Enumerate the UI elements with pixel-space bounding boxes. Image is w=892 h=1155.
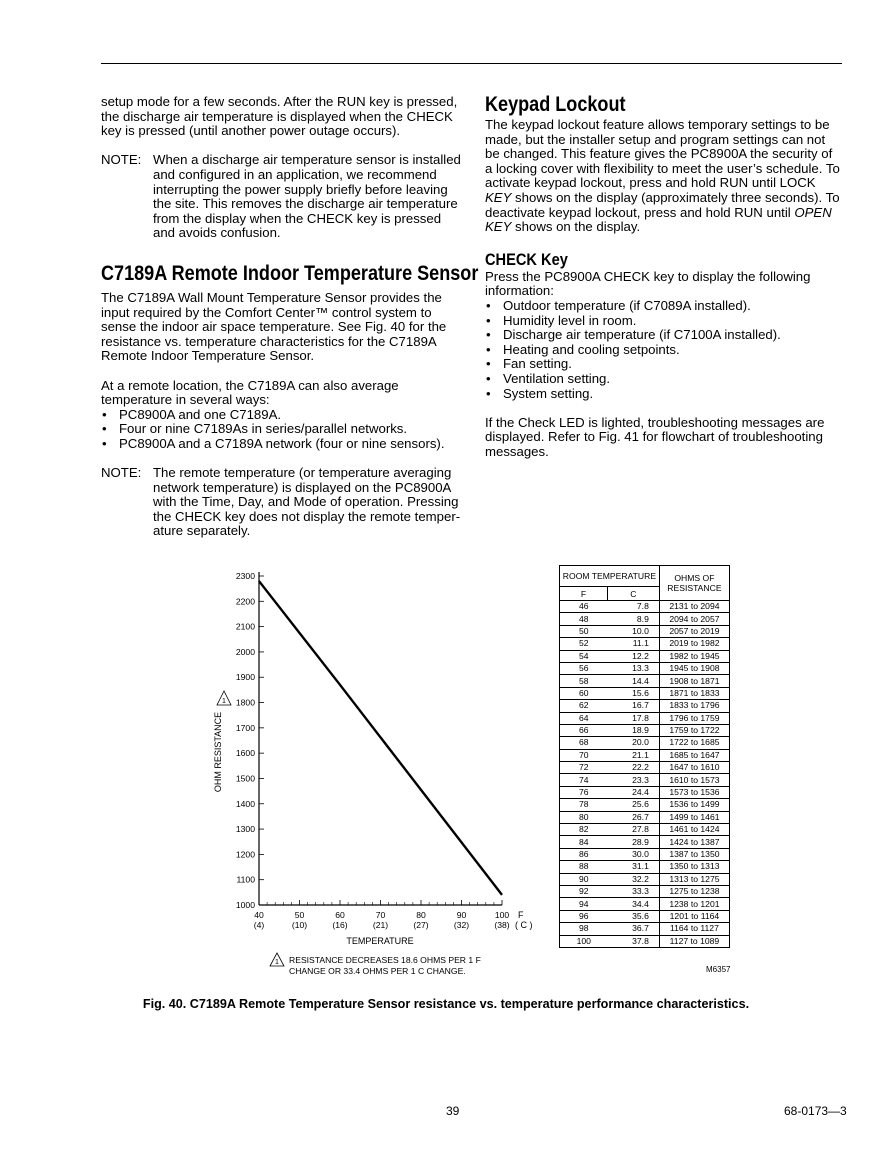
x-tick-label: 100 [494, 910, 510, 920]
resistance-curve [259, 581, 502, 895]
cell-ohms: 1127 to 1089 [659, 935, 729, 947]
table-row [560, 824, 730, 836]
table-row [560, 799, 730, 811]
cell-celsius: 14.4 [607, 675, 659, 687]
y-tick-label: 1400 [235, 798, 255, 809]
table-row [560, 675, 730, 687]
table-row [560, 836, 730, 848]
cell-fahrenheit: 82 [560, 824, 608, 836]
table-row [560, 811, 730, 823]
list-item: • System setting. [485, 387, 843, 402]
list-item: • PC8900A and a C7189A network (four or nine sensors). [101, 437, 463, 452]
marker-number: 1 [222, 698, 226, 705]
intro-paragraph: setup mode for a few seconds. After the RUN key is pressed, the discharge air temperature is displayed when the CHECK key is pressed (until another power outage occurs). [101, 94, 458, 139]
cell-celsius: 25.6 [607, 799, 659, 811]
table-row [560, 613, 730, 625]
cell-fahrenheit: 74 [560, 774, 608, 786]
cell-ohms: 1982 to 1945 [659, 650, 729, 662]
cell-fahrenheit: 76 [560, 786, 608, 798]
table-row [560, 625, 730, 637]
table-row [560, 774, 730, 786]
emphasis-open-key: OPEN KEY [485, 204, 832, 235]
table-body [560, 601, 730, 948]
x-tick-label: 80 [416, 910, 426, 920]
table-row [560, 724, 730, 736]
chart-series [259, 581, 502, 895]
table-row [560, 601, 730, 613]
text-run: shows on the display. [511, 219, 641, 235]
cell-celsius: 18.9 [607, 724, 659, 736]
cell-ohms: 1796 to 1759 [659, 712, 729, 724]
list-item: • Four or nine C7189As in series/parallel networks. [101, 422, 463, 437]
cell-ohms: 1945 to 1908 [659, 662, 729, 674]
cell-fahrenheit: 78 [560, 799, 608, 811]
cell-celsius: 8.9 [607, 613, 659, 625]
cell-celsius: 11.1 [607, 638, 659, 650]
table-header-ohms: OHMS OF RESISTANCE [659, 566, 729, 601]
x-tick-label: 70 [375, 910, 386, 920]
x-unit-f: F [518, 910, 524, 920]
cell-ohms: 1573 to 1536 [659, 786, 729, 798]
cell-fahrenheit: 54 [560, 650, 608, 662]
x-axis-label: TEMPERATURE [346, 936, 414, 946]
y-axis-ticks [236, 571, 264, 910]
cell-fahrenheit: 48 [560, 613, 608, 625]
check-key-intro: Press the PC8900A CHECK key to display the following information: [485, 268, 811, 299]
table-row [560, 638, 730, 650]
table-header-f: F [560, 587, 608, 601]
cell-fahrenheit: 72 [560, 762, 608, 774]
cell-celsius: 12.2 [607, 650, 659, 662]
list-item: • Discharge air temperature (if C7100A installed). [485, 328, 843, 343]
table-row [560, 700, 730, 712]
table-row [560, 898, 730, 910]
cell-celsius: 15.6 [607, 687, 659, 699]
table-row [560, 910, 730, 922]
x-tick-label-celsius: (27) [413, 920, 429, 930]
chart-footnote [270, 953, 481, 976]
cell-ohms: 1201 to 1164 [659, 910, 729, 922]
cell-celsius: 37.8 [607, 935, 659, 947]
table-row [560, 848, 730, 860]
list-item: • Heating and cooling setpoints. [485, 343, 843, 358]
cell-ohms: 1908 to 1871 [659, 675, 729, 687]
list-item: • Fan setting. [485, 357, 843, 372]
table-row [560, 687, 730, 699]
footnote-marker-number: 1 [275, 959, 279, 966]
cell-celsius: 28.9 [607, 836, 659, 848]
figure-caption: Fig. 40. C7189A Remote Temperature Sensor resistance vs. temperature performance characteristics. [142, 997, 750, 1011]
y-axis-label: OHM RESISTANCE [213, 711, 223, 793]
table-row [560, 749, 730, 761]
y-tick-label: 1900 [235, 672, 255, 683]
x-tick-label-celsius: (38) [494, 920, 510, 930]
cell-celsius: 33.3 [607, 885, 659, 897]
cell-celsius: 27.8 [607, 824, 659, 836]
cell-celsius: 34.4 [607, 898, 659, 910]
table-row [560, 737, 730, 749]
cell-celsius: 23.3 [607, 774, 659, 786]
cell-fahrenheit: 52 [560, 638, 608, 650]
list-item: • Outdoor temperature (if C7089A installed). [485, 299, 843, 314]
cell-ohms: 2057 to 2019 [659, 625, 729, 637]
table-row [560, 662, 730, 674]
check-led-paragraph: If the Check LED is lighted, troubleshooting messages are displayed. Refer to Fig. 41 for flowchart of troubleshooting messages. [485, 414, 825, 459]
cell-ohms: 2094 to 2057 [659, 613, 729, 625]
cell-ohms: 1275 to 1238 [659, 885, 729, 897]
table-row [560, 873, 730, 885]
y-tick-label: 2200 [235, 596, 255, 607]
cell-fahrenheit: 56 [560, 662, 608, 674]
cell-fahrenheit: 86 [560, 848, 608, 860]
y-tick-label: 2000 [235, 646, 255, 657]
x-tick-label-celsius: (16) [332, 920, 348, 930]
section-title-check-key: CHECK Key [485, 249, 568, 269]
table-header-room-temperature: ROOM TEMPERATURE [560, 566, 660, 587]
table-row [560, 935, 730, 947]
table-row [560, 786, 730, 798]
x-tick-label: 90 [456, 910, 467, 920]
cell-ohms: 1759 to 1722 [659, 724, 729, 736]
document-number: 68-0173—3 [784, 1104, 847, 1118]
cell-celsius: 31.1 [607, 861, 659, 873]
cell-ohms: 1722 to 1685 [659, 737, 729, 749]
table-row [560, 650, 730, 662]
cell-ohms: 1610 to 1573 [659, 774, 729, 786]
x-tick-label-celsius: (21) [372, 920, 389, 930]
emphasis-lock-key: KEY [485, 189, 512, 205]
text-run: The keypad lockout feature allows temporary settings to be made, but the installer setup and program settings can not be changed. This feature gives the PC8900A the security of a locking cover with flexibility to meet the user’s schedule. To activate keypad lockout, press and hold RUN until LOCK [485, 117, 840, 191]
cell-ohms: 1871 to 1833 [659, 687, 729, 699]
x-tick-label-celsius: (10) [291, 920, 308, 930]
cell-ohms: 1833 to 1796 [659, 700, 729, 712]
cell-celsius: 7.8 [607, 601, 659, 613]
note-text: The remote temperature (or temperature averaging network temperature) is displayed on the PC8900A with the Time, Day, and Mode of operation. Pressing the CHECK key does not display the remote temper-ature separately. [153, 465, 461, 539]
cell-celsius: 36.7 [607, 923, 659, 935]
y-tick-label: 1700 [235, 722, 255, 733]
y-tick-label: 2300 [235, 571, 255, 581]
x-tick-label-celsius: (4) [253, 920, 265, 930]
cell-ohms: 1238 to 1201 [659, 898, 729, 910]
y-tick-label: 1300 [235, 824, 255, 835]
cell-fahrenheit: 68 [560, 737, 608, 749]
note-label: NOTE: [101, 152, 142, 168]
cell-ohms: 2131 to 2094 [659, 601, 729, 613]
cell-fahrenheit: 64 [560, 712, 608, 724]
cell-fahrenheit: 96 [560, 910, 608, 922]
cell-celsius: 24.4 [607, 786, 659, 798]
cell-celsius: 30.0 [607, 848, 659, 860]
section-title-c7189a: C7189A Remote Indoor Temperature Sensor [101, 261, 479, 285]
page-number: 39 [446, 1104, 460, 1118]
cell-ohms: 1350 to 1313 [659, 861, 729, 873]
cell-fahrenheit: 46 [560, 601, 608, 613]
table-row [560, 885, 730, 897]
cell-celsius: 32.2 [607, 873, 659, 885]
resistance-table [559, 565, 730, 948]
cell-ohms: 1313 to 1275 [659, 873, 729, 885]
cell-fahrenheit: 50 [560, 625, 608, 637]
cell-celsius: 21.1 [607, 749, 659, 761]
cell-fahrenheit: 88 [560, 861, 608, 873]
y-tick-label: 2100 [235, 621, 255, 632]
table-header-c: C [607, 587, 659, 601]
note-text: When a discharge air temperature sensor is installed and configured in an application, we recommend interrupting the power supply briefly before leaving the site. This removes the discharge air temperature from the display when the CHECK key is pressed and avoids confusion. [153, 152, 461, 241]
averaging-paragraph: At a remote location, the C7189A can also average temperature in several ways: [101, 377, 399, 408]
cell-ohms: 1387 to 1350 [659, 848, 729, 860]
cell-celsius: 35.6 [607, 910, 659, 922]
x-tick-label: 40 [254, 910, 264, 920]
cell-fahrenheit: 94 [560, 898, 608, 910]
cell-celsius: 22.2 [607, 762, 659, 774]
y-tick-label: 1100 [236, 874, 255, 885]
cell-fahrenheit: 98 [560, 923, 608, 935]
cell-fahrenheit: 70 [560, 749, 608, 761]
table-row [560, 923, 730, 935]
cell-fahrenheit: 100 [560, 935, 608, 947]
table-row [560, 712, 730, 724]
footnote-line-1: RESISTANCE DECREASES 18.6 OHMS PER 1 F [289, 955, 481, 965]
list-item: • Ventilation setting. [485, 372, 843, 387]
y-tick-label: 1200 [235, 849, 255, 860]
cell-fahrenheit: 58 [560, 675, 608, 687]
cell-ohms: 1536 to 1499 [659, 799, 729, 811]
cell-ohms: 1685 to 1647 [659, 749, 729, 761]
y-tick-label: 1000 [235, 900, 255, 910]
list-item: • PC8900A and one C7189A. [101, 408, 463, 423]
cell-celsius: 26.7 [607, 811, 659, 823]
x-unit-c: ( C ) [515, 920, 533, 930]
figure-mark: M6357 [706, 965, 731, 974]
list-item: • Humidity level in room. [485, 314, 843, 329]
cell-celsius: 20.0 [607, 737, 659, 749]
table-row [560, 861, 730, 873]
cell-fahrenheit: 92 [560, 885, 608, 897]
cell-fahrenheit: 84 [560, 836, 608, 848]
table-row [560, 762, 730, 774]
cell-ohms: 1647 to 1610 [659, 762, 729, 774]
y-axis-annotation-marker [217, 691, 231, 705]
cell-fahrenheit: 90 [560, 873, 608, 885]
cell-celsius: 13.3 [607, 662, 659, 674]
cell-fahrenheit: 60 [560, 687, 608, 699]
cell-ohms: 2019 to 1982 [659, 638, 729, 650]
cell-ohms: 1424 to 1387 [659, 836, 729, 848]
section-title-keypad-lockout: Keypad Lockout [485, 93, 626, 116]
y-tick-label: 1600 [235, 748, 255, 759]
footnote-line-2: CHANGE OR 33.4 OHMS PER 1 C CHANGE. [289, 966, 466, 976]
cell-ohms: 1499 to 1461 [659, 811, 729, 823]
cell-ohms: 1164 to 1127 [659, 923, 729, 935]
x-tick-label: 50 [294, 910, 305, 920]
x-tick-label-celsius: (32) [453, 920, 470, 930]
y-tick-label: 1500 [235, 773, 255, 784]
c7189a-paragraph: The C7189A Wall Mount Temperature Sensor provides the input required by the Comfort Center™ control system to sense the indoor air space temperature. See Fig. 40 for the resistance vs. temperature characteristics for the C7189A Remote Indoor Temperature Sensor. [101, 289, 447, 364]
cell-fahrenheit: 66 [560, 724, 608, 736]
cell-celsius: 16.7 [607, 700, 659, 712]
cell-fahrenheit: 62 [560, 700, 608, 712]
cell-ohms: 1461 to 1424 [659, 824, 729, 836]
y-tick-label: 1800 [235, 697, 255, 708]
note-label: NOTE: [101, 465, 142, 481]
cell-fahrenheit: 80 [560, 811, 608, 823]
x-tick-label: 60 [335, 910, 345, 920]
cell-celsius: 17.8 [607, 712, 659, 724]
cell-celsius: 10.0 [607, 625, 659, 637]
text-run: shows on the display (approximately three seconds). To deactivate keypad lockout, press and hold RUN until [485, 189, 840, 220]
